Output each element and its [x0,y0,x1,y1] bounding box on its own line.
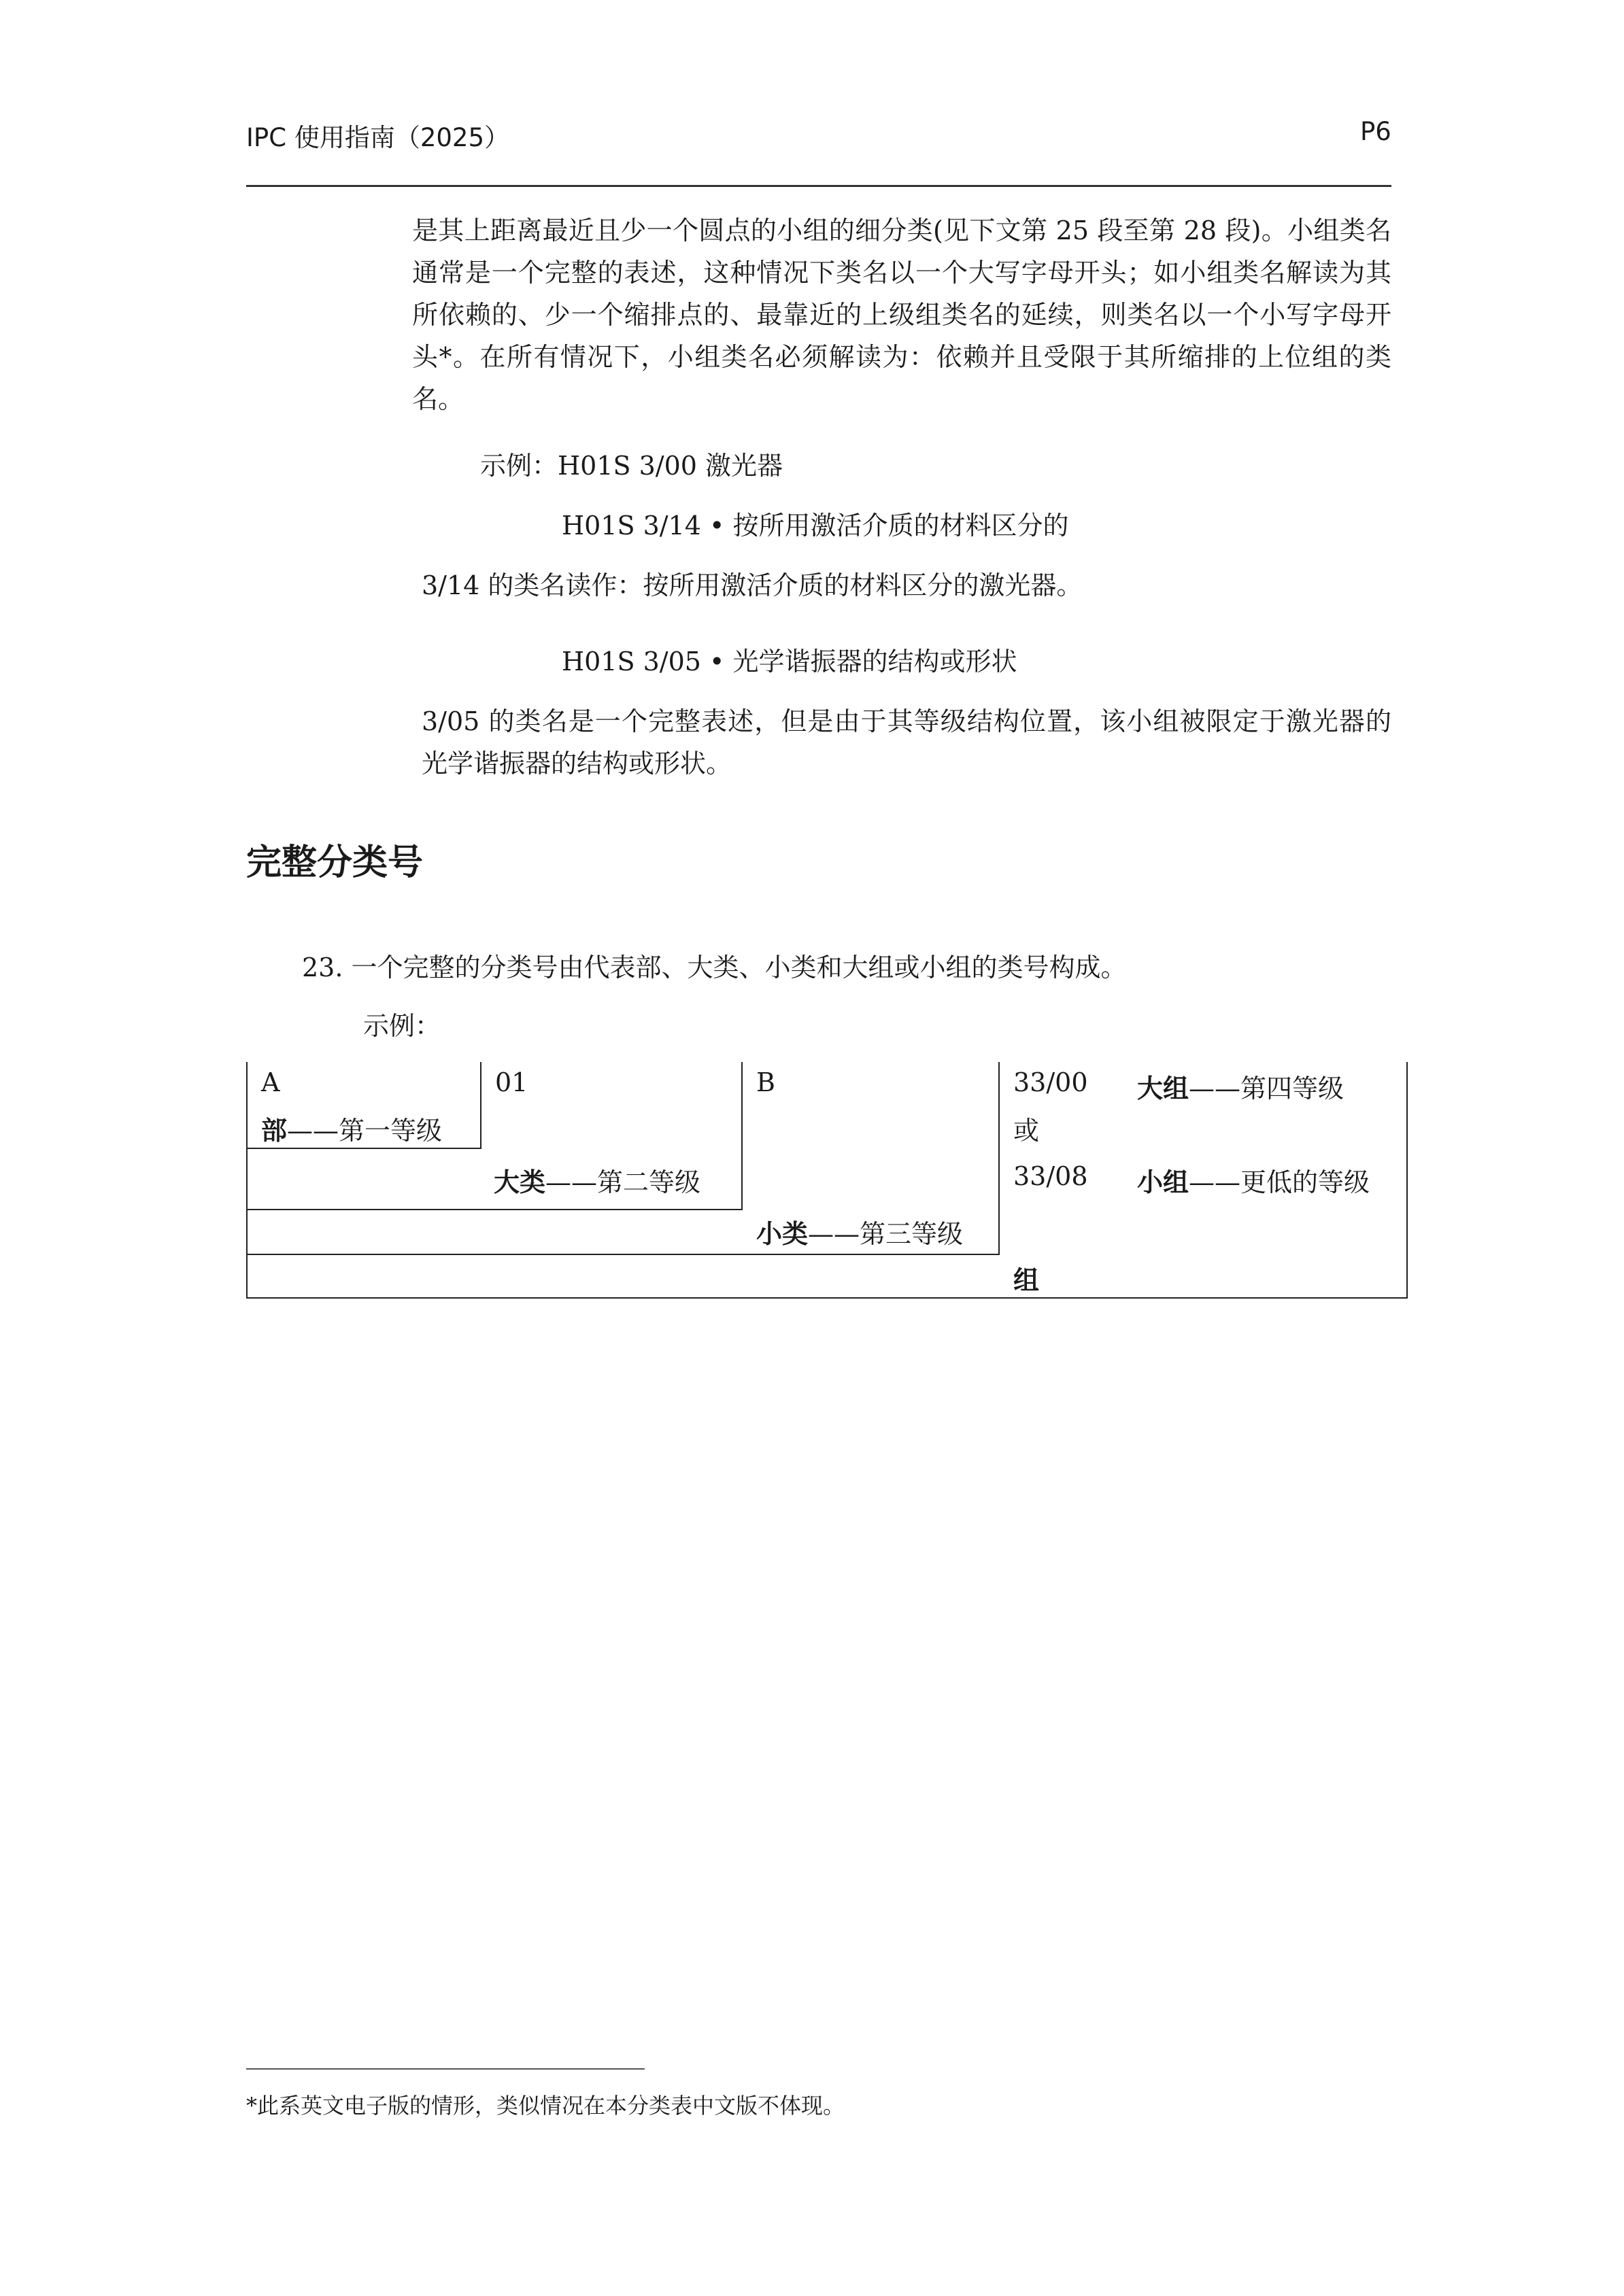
example1-label-line: 示例：H01S 3/00 激光器 [480,451,783,481]
header-title: IPC 使用指南（2025） [246,123,509,152]
table-line [246,1062,248,1299]
subgroup-label: 小组——更低的等级 [1137,1167,1370,1197]
footnote: *此系英文电子版的情形，类似情况在本分类表中文版不体现。 [246,2093,845,2119]
table-line [998,1062,1000,1254]
table-line [480,1062,481,1148]
class-code: 01 [495,1067,528,1097]
main-group-label: 大组——第四等级 [1137,1074,1344,1103]
table-line [741,1062,743,1209]
example1-explanation: 3/14 的类名读作：按所用激活介质的材料区分的激光器。 [422,570,1083,600]
page-number: P6 [1360,117,1391,146]
table-line [1406,1062,1408,1299]
group-or: 或 [1013,1116,1040,1146]
intro-paragraph: 是其上距离最近且少一个圆点的小组的细分类(见下文第 25 段至第 28 段)。小组类名通常是一个完整的表述，这种情况下类名以一个大写字母开头；如小组类名解读为其所依赖的、少一个缩排点的、最靠近的上级组类名的延续，则类名以一个小写字母开头*。在所有情况下，小组类名必须解读为：依赖并且受限于其所缩排的上位组的类名。 [412,216,1391,414]
section-heading: 完整分类号 [246,842,424,883]
table-line [246,1209,743,1210]
example2-explanation: 3/05 的类名是一个完整表述，但是由于其等级结构位置，该小组被限定于激光器的光学谐振器的结构或形状。 [422,706,1391,778]
table-line [246,1254,1000,1255]
subclass-label: 小类——第三等级 [756,1219,964,1249]
section-code: A [261,1067,280,1097]
table-line [246,1148,481,1149]
subclass-code: B [756,1067,775,1097]
class-label: 大类——第二等级 [494,1167,701,1197]
group-label: 组 [1013,1265,1040,1295]
subgroup-code: 33/08 [1013,1161,1088,1191]
example1-line2: H01S 3/14 • 按所用激活介质的材料区分的 [562,511,1069,541]
example2-line: H01S 3/05 • 光学谐振器的结构或形状 [562,647,1017,676]
section-label: 部——第一等级 [261,1116,443,1146]
para-23: 23. 一个完整的分类号由代表部、大类、小类和大组或小组的类号构成。 [302,953,1127,982]
table-line [246,1297,1408,1299]
footnote-rule [246,2068,645,2070]
example-label: 示例： [363,1011,441,1041]
main-group-code: 33/00 [1013,1067,1088,1097]
header-rule [246,185,1391,187]
